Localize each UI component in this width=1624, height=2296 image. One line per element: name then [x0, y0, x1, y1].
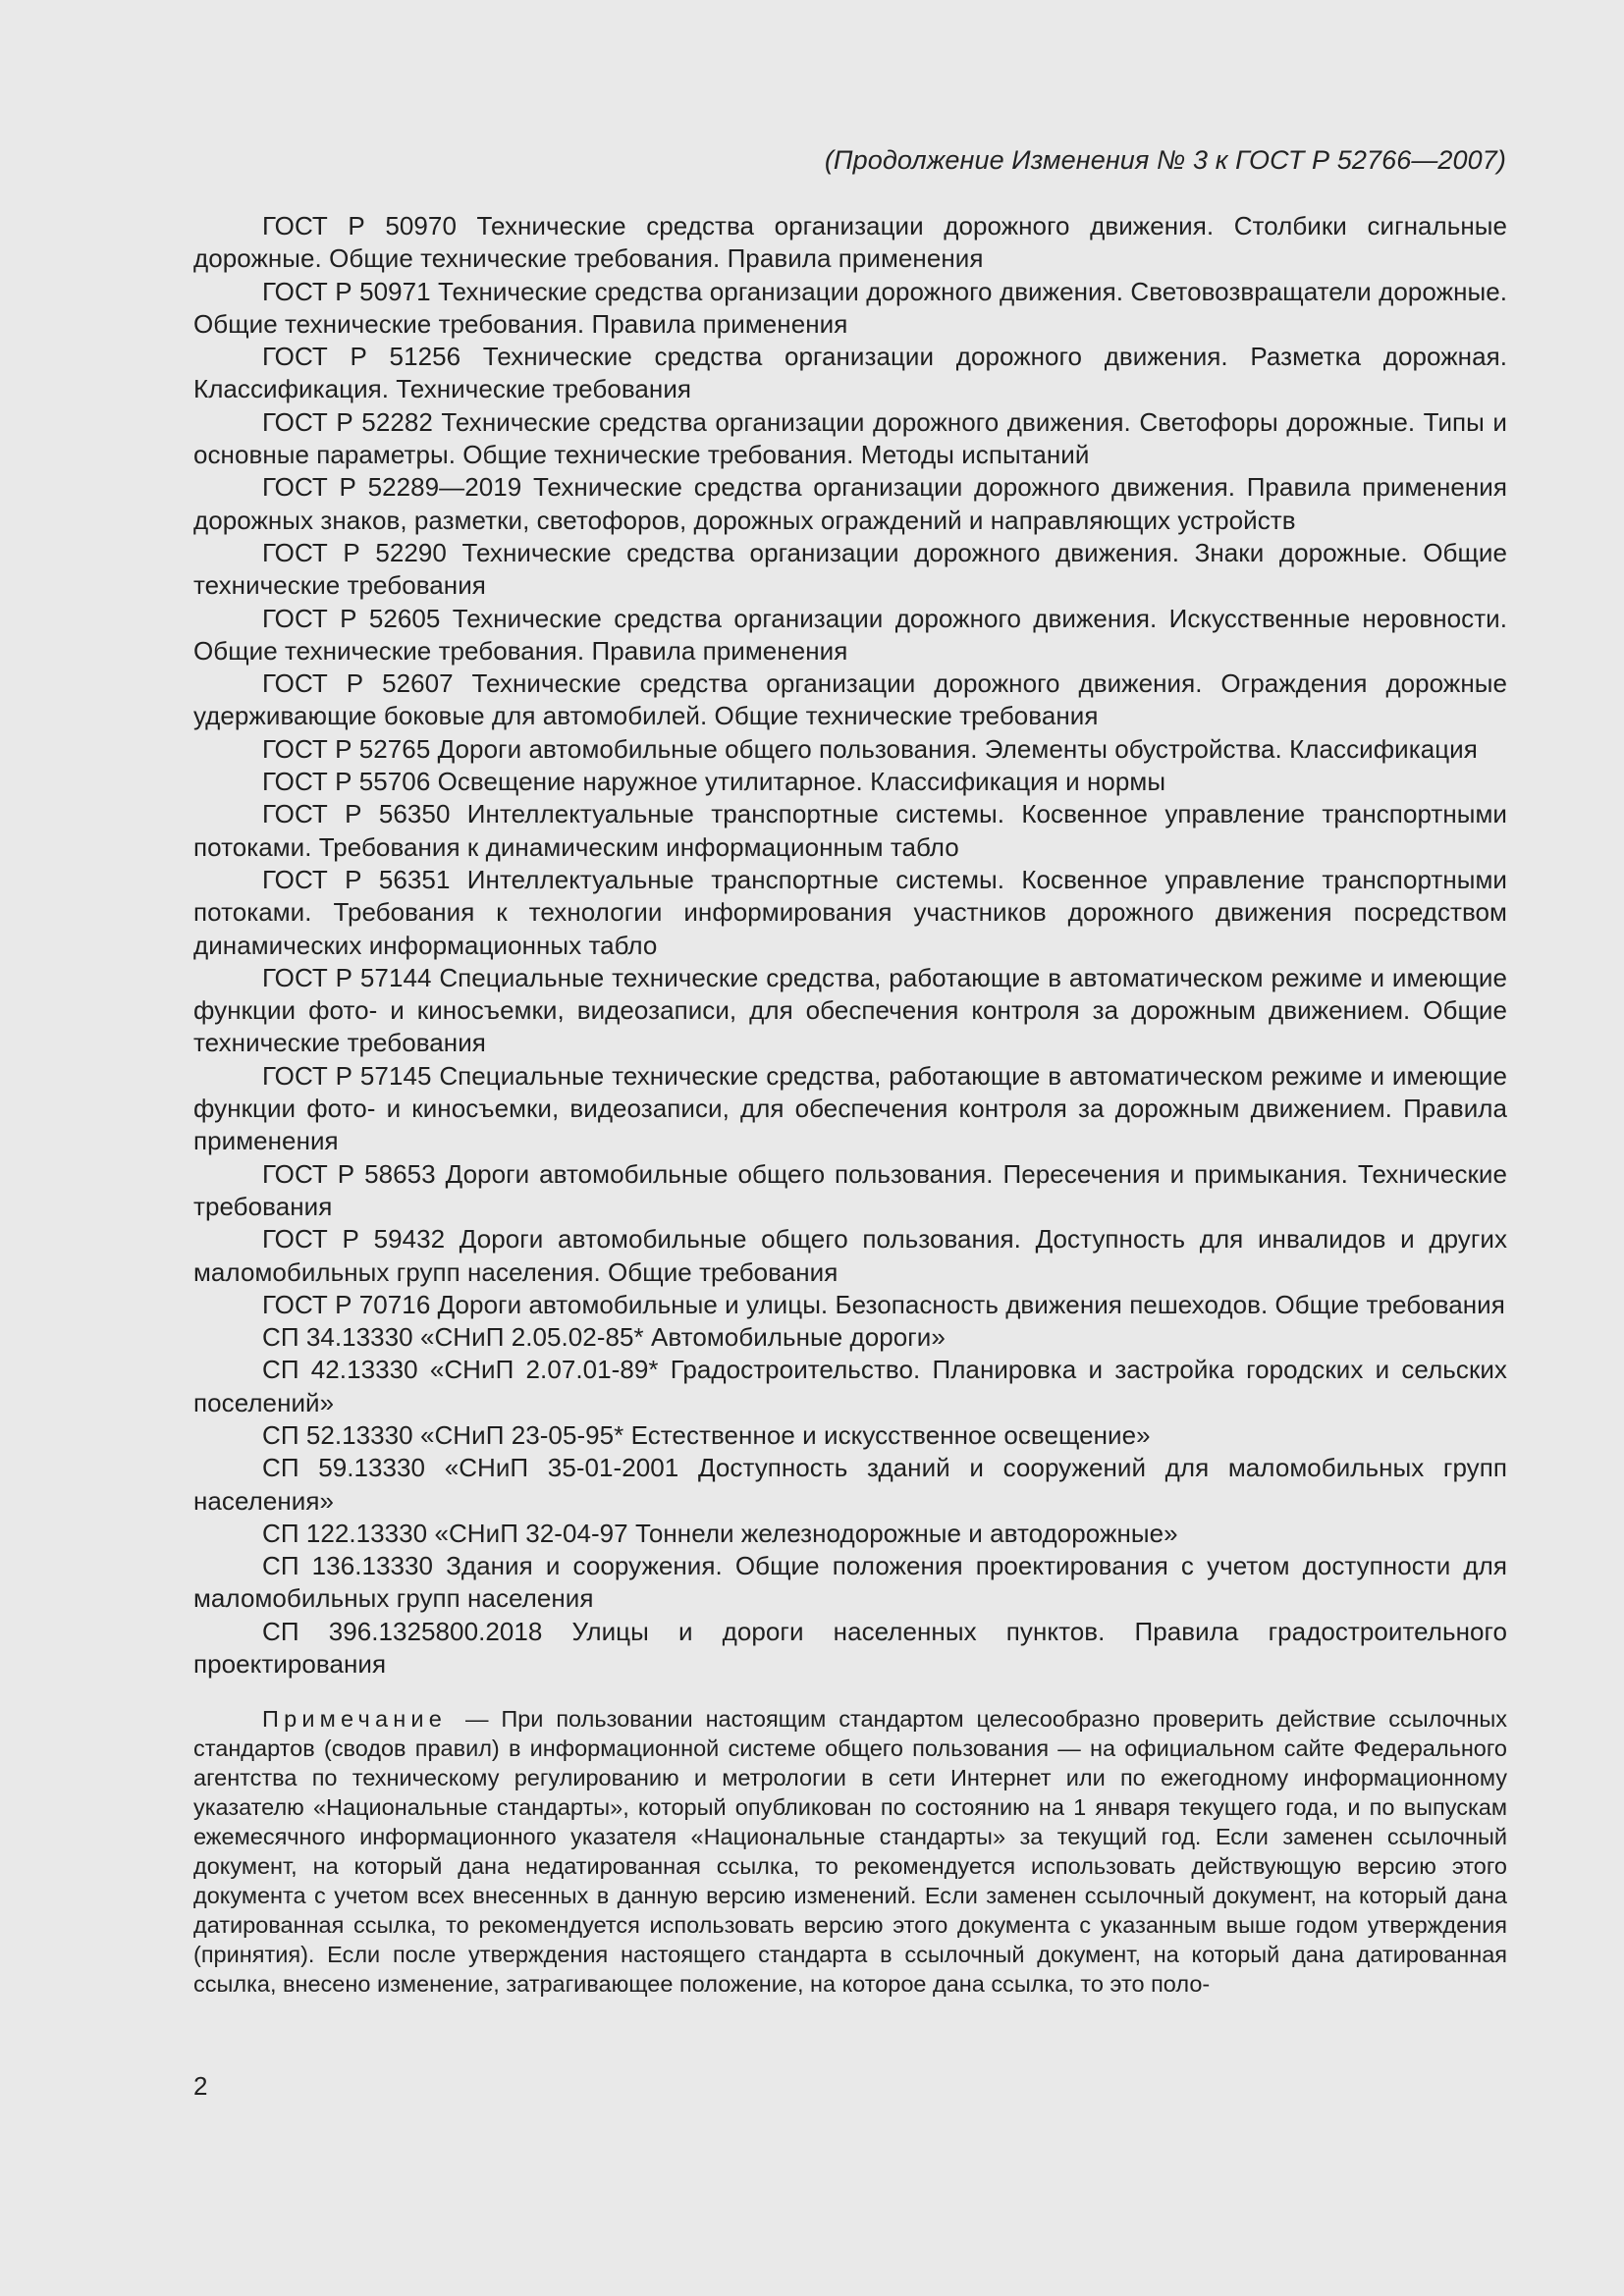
reference-item: СП 42.13330 «СНиП 2.07.01-89* Градостроительство. Планировка и застройка городских и сельских поселений» [193, 1355, 1507, 1417]
reference-item: ГОСТ Р 50971 Технические средства организации дорожного движения. Световозвращатели дорожные. Общие технические требования. Правила применения [193, 276, 1507, 339]
reference-item: ГОСТ Р 52765 Дороги автомобильные общего пользования. Элементы обустройства. Классификация [262, 733, 1478, 764]
reference-item: ГОСТ Р 52605 Технические средства организации дорожного движения. Искусственные неровности. Общие технические требования. Правила применения [193, 603, 1507, 666]
reference-item: ГОСТ Р 56350 Интеллектуальные транспортные системы. Косвенное управление транспортными потоками. Требования к динамическим информационным табло [193, 799, 1507, 862]
normative-references-list [193, 210, 1507, 1681]
reference-item: СП 396.1325800.2018 Улицы и дороги населенных пунктов. Правила градостроительного проектирования [193, 1616, 1507, 1680]
reference-item: ГОСТ Р 57145 Специальные технические средства, работающие в автоматическом режиме и имеющие функции фото- и киносъемки, видеозаписи, для обеспечения контроля за дорожным движением. Правила применения [193, 1060, 1507, 1156]
reference-item: СП 136.13330 Здания и сооружения. Общие положения проектирования с учетом доступности для маломобильных групп населения [193, 1551, 1507, 1614]
note-label: Примечание [262, 1706, 448, 1733]
reference-item: ГОСТ Р 52289—2019 Технические средства организации дорожного движения. Правила применения дорожных знаков, разметки, светофоров, дорожных ограждений и направляющих устройств [193, 472, 1507, 535]
reference-item: СП 59.13330 «СНиП 35-01-2001 Доступность зданий и сооружений для маломобильных групп населения» [193, 1453, 1507, 1516]
page-content [193, 210, 1507, 2022]
reference-item: ГОСТ Р 59432 Дороги автомобильные общего пользования. Доступность для инвалидов и других маломобильных групп населения. Общие требования [193, 1224, 1507, 1287]
reference-item: ГОСТ Р 52282 Технические средства организации дорожного движения. Светофоры дорожные. Типы и основные параметры. Общие технические требования. Методы испытаний [193, 406, 1507, 470]
reference-item: СП 122.13330 «СНиП 32-04-97 Тоннели железнодорожные и автодорожные» [262, 1518, 1178, 1548]
reference-item: ГОСТ Р 52290 Технические средства организации дорожного движения. Знаки дорожные. Общие технические требования [193, 537, 1507, 601]
reference-item: ГОСТ Р 57144 Специальные технические средства, работающие в автоматическом режиме и имеющие функции фото- и киносъемки, видеозаписи, для обеспечения контроля за дорожным движением. Общие технические требования [193, 962, 1507, 1058]
note-text: — При пользовании настоящим стандартом целесообразно проверить действие ссылочных стандартов (сводов правил) в информационной системе общего пользования — на официальном сайте Федерального агентства по техническому регулированию и метрологии в сети Интернет или по ежегодному информационному указателю «Национальные стандарты», который опубликован по состоянию на 1 января текущего года, и по выпускам ежемесячного информационного указателя «Национальные стандарты» за текущий год. Если заменен ссылочный документ, на который дана недатированная ссылка, то рекомендуется использовать действующую версию этого документа с учетом всех внесенных в данную версию изменений. Если заменен ссылочный документ, на который дана датированная ссылка, то рекомендуется использовать версию этого документа с указанным выше годом утверждения (принятия). Если после утверждения настоящего стандарта в ссылочный документ, на который дана датированная ссылка, внесено изменение, затрагивающее положение, на которое дана ссылка, то это поло- [193, 1706, 1507, 1997]
reference-item: ГОСТ Р 55706 Освещение наружное утилитарное. Классификация и нормы [262, 767, 1166, 797]
reference-item: ГОСТ Р 56351 Интеллектуальные транспортные системы. Косвенное управление транспортными потоками. Требования к технологии информирования участников дорожного движения посредством динамических информационных табло [193, 864, 1507, 960]
note-paragraph [193, 1705, 1507, 1999]
reference-item: ГОСТ Р 51256 Технические средства организации дорожного движения. Разметка дорожная. Классификация. Технические требования [193, 342, 1507, 404]
reference-item: СП 52.13330 «СНиП 23-05-95* Естественное и искусственное освещение» [262, 1419, 1151, 1450]
reference-item: СП 34.13330 «СНиП 2.05.02-85* Автомобильные дороги» [262, 1322, 946, 1353]
reference-item: ГОСТ Р 58653 Дороги автомобильные общего пользования. Пересечения и примыкания. Технические требования [193, 1158, 1507, 1221]
reference-item: ГОСТ Р 70716 Дороги автомобильные и улицы. Безопасность движения пешеходов. Общие требования [262, 1289, 1505, 1319]
page-number: 2 [193, 2071, 208, 2101]
reference-item: ГОСТ Р 52607 Технические средства организации дорожного движения. Ограждения дорожные удерживающие боковые для автомобилей. Общие технические требования [193, 668, 1507, 731]
running-header: (Продолжение Изменения № 3 к ГОСТ Р 52766—2007) [824, 145, 1506, 175]
reference-item: ГОСТ Р 50970 Технические средства организации дорожного движения. Столбики сигнальные дорожные. Общие технические требования. Правила применения [193, 211, 1507, 274]
